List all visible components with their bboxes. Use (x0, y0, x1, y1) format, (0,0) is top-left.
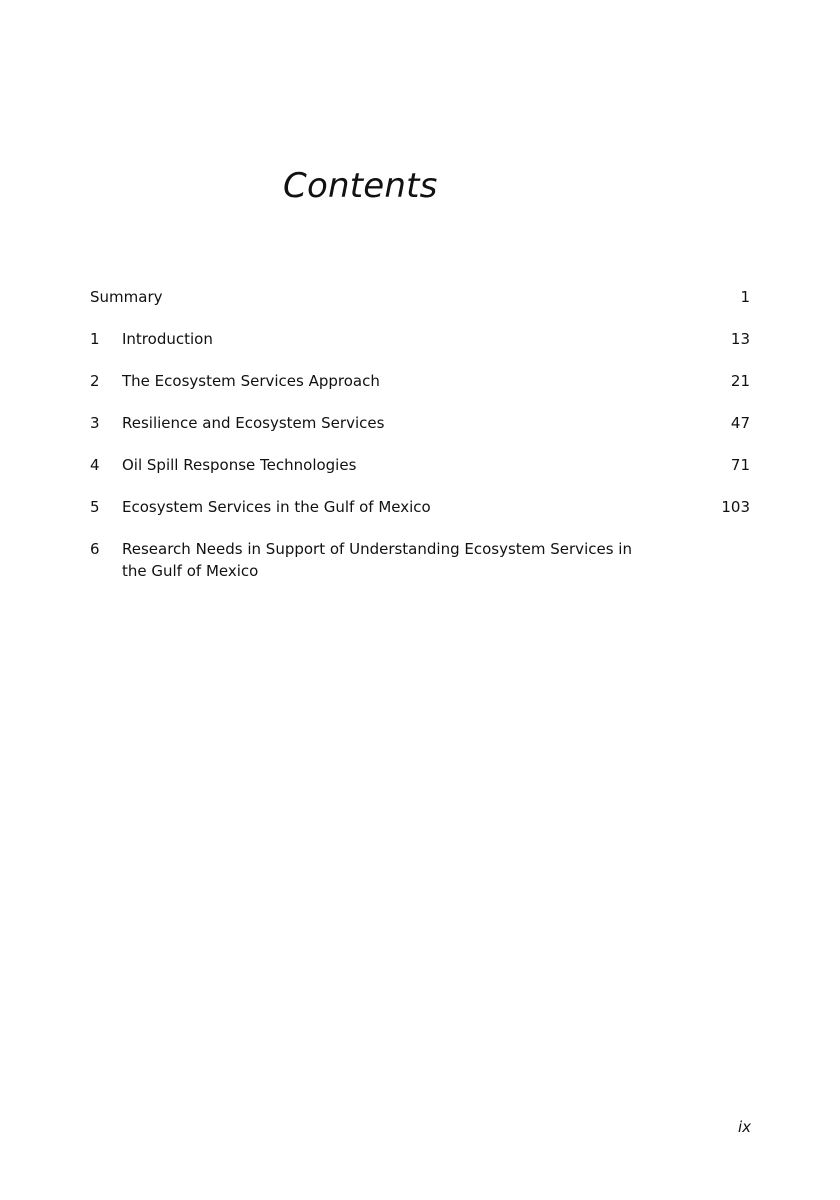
toc-entry-title: Ecosystem Services in the Gulf of Mexico (122, 498, 431, 516)
toc-entry-page: 21 (730, 372, 750, 390)
toc-entry-title: Resilience and Ecosystem Services (122, 414, 385, 432)
toc-entry-number: 2 (90, 372, 100, 390)
page-number: ix (737, 1118, 751, 1136)
toc-entry-chapter-1[interactable] (90, 328, 750, 350)
toc-entry-page: 1 (740, 288, 750, 306)
toc-entry-chapter-5[interactable] (90, 496, 750, 518)
page-title: Contents (283, 166, 438, 206)
toc-entry-page: 13 (730, 330, 750, 348)
toc-entry-title: Summary (90, 288, 163, 306)
toc-entry-chapter-2[interactable] (90, 370, 750, 392)
toc-entry-number: 4 (90, 456, 100, 474)
table-of-contents (90, 286, 750, 602)
toc-entry-number: 1 (90, 330, 100, 348)
toc-entry-title: Oil Spill Response Technologies (122, 456, 357, 474)
toc-entry-chapter-6[interactable] (90, 538, 750, 582)
toc-entry-chapter-3[interactable] (90, 412, 750, 434)
toc-entry-page: 71 (730, 456, 750, 474)
toc-entry-summary[interactable] (90, 286, 750, 308)
toc-entry-page: 47 (730, 414, 750, 432)
toc-entry-chapter-4[interactable] (90, 454, 750, 476)
toc-entry-number: 3 (90, 414, 100, 432)
toc-entry-number: 6 (90, 540, 100, 558)
toc-entry-page: 103 (721, 498, 750, 516)
toc-entry-title: Introduction (122, 330, 213, 348)
toc-entry-title: Research Needs in Support of Understanding Ecosystem Services in the Gulf of Mexico (122, 540, 632, 580)
toc-entry-number: 5 (90, 498, 100, 516)
toc-entry-title: The Ecosystem Services Approach (122, 372, 380, 390)
